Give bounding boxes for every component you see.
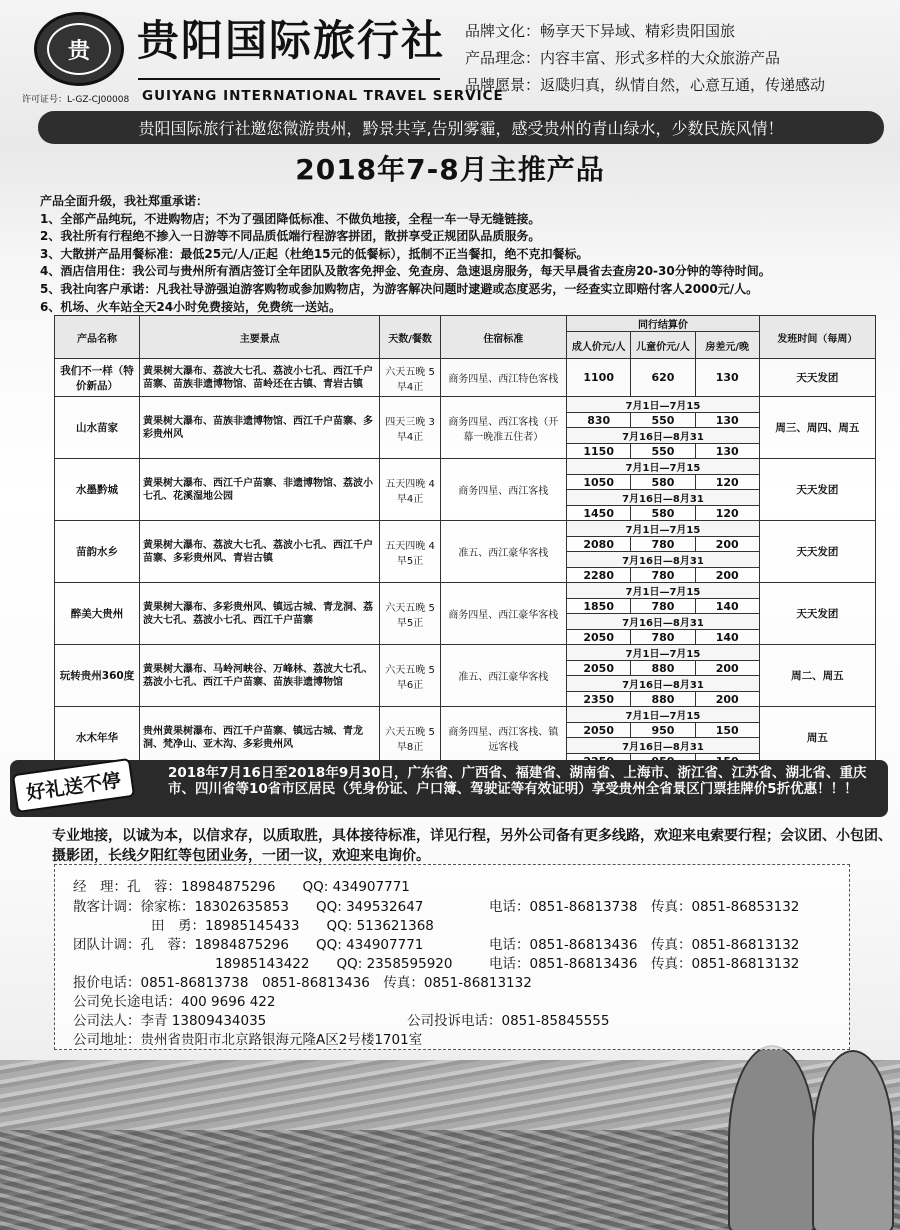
contact-complaint: 公司投诉电话：0851-85845555 (407, 1013, 610, 1029)
contact-scatter-1: 散客计调：徐家栋：18302635853 QQ: 349532647 (73, 899, 424, 915)
promise-item: 1、全部产品纯玩，不进购物店；不为了强团降低标准、不做负地接，全程一车一导无缝链接。 (40, 211, 541, 226)
price-period: 7月1日—7月15 (567, 459, 760, 475)
adult-price: 2050 (567, 723, 631, 738)
brand-name-en: GUIYANG INTERNATIONAL TRAVEL SERVICE (142, 88, 504, 104)
service-statement: 专业地接，以诚为本，以信求存，以质取胜，具体接待标准，详见行程，另外公司备有更多线路，欢迎来电索要行程；会议团、小包团、摄影团，长线夕阳红等包团业务，一团一议，欢迎来电询价。 (52, 828, 892, 864)
child-price: 550 (631, 413, 695, 428)
room-diff: 200 (695, 661, 759, 676)
col-header-depart: 发班时间（每周） (759, 316, 875, 359)
contact-scatter-2: 田 勇：18985145433 QQ: 513621368 (151, 918, 434, 934)
table-row (55, 521, 876, 537)
room-diff: 150 (695, 723, 759, 738)
price-period: 7月1日—7月15 (567, 521, 760, 537)
child-price: 880 (631, 692, 695, 707)
col-header-features: 主要景点 (140, 316, 380, 359)
child-price: 580 (631, 506, 695, 521)
col-header-price-group: 同行结算价 (567, 316, 760, 332)
brand-name-cn: 贵阳国际旅行社 (137, 16, 446, 65)
col-header-child: 儿童价元/人 (631, 332, 695, 359)
logo-emblem: 贵 (47, 23, 111, 75)
promise-item: 4、酒店信用住：我公司与贵州所有酒店签订全年团队及散客免押金、免查房、急速退房服务，每天早晨省去查房20-30分钟的等待时间。 (40, 264, 771, 279)
company-logo (34, 12, 124, 86)
price-period: 7月1日—7月15 (567, 397, 760, 413)
product-hotel: 商务四星、西江客栈（开幕一晚准五住者） (440, 397, 566, 459)
adult-price: 2080 (567, 537, 631, 552)
contact-legal: 公司法人：李青 13809434035 (73, 1013, 267, 1029)
adult-price: 2350 (567, 692, 631, 707)
product-name: 水墨黔城 (55, 459, 140, 521)
adult-price: 1150 (567, 444, 631, 459)
product-days: 六天五晚 5早8正 (380, 707, 440, 769)
table-row (55, 583, 876, 599)
child-price: 780 (631, 537, 695, 552)
col-header-adult: 成人价元/人 (567, 332, 631, 359)
adult-price: 2050 (567, 630, 631, 645)
depart-schedule: 周二、周五 (759, 645, 875, 707)
contact-box (54, 864, 850, 1050)
price-period: 7月1日—7月15 (567, 707, 760, 723)
brand-mottos (465, 18, 825, 99)
contact-team-2: 18985143422 QQ: 2358595920 (215, 956, 453, 972)
room-diff: 130 (695, 444, 759, 459)
child-price: 550 (631, 444, 695, 459)
product-days: 五天四晚 4早4正 (380, 459, 440, 521)
motto-culture: 品牌文化：畅享天下异域、精彩贵阳国旅 (465, 22, 736, 40)
product-hotel: 准五、西江豪华客栈 (440, 521, 566, 583)
promo-tag: 好礼送不停 (12, 758, 135, 813)
price-period: 7月1日—7月15 (567, 645, 760, 661)
promises-intro: 产品全面升级，我社郑重承诺： (40, 194, 209, 208)
table-row (55, 459, 876, 475)
room-diff: 200 (695, 537, 759, 552)
depart-schedule: 周三、周四、周五 (759, 397, 875, 459)
contact-team-1: 团队计调：孔 蓉：18984875296 QQ: 434907771 (73, 937, 424, 953)
room-diff: 130 (695, 359, 759, 397)
product-hotel: 商务四星、西江客栈 (440, 459, 566, 521)
product-features: 黄果树大瀑布、马岭河峡谷、万峰林、荔波大七孔、荔波小七孔、西江千户苗寨、苗族非遗博物馆 (140, 645, 380, 707)
contact-team-2-tel: 电话：0851-86813436 传真：0851-86813132 (489, 956, 800, 972)
col-header-diff: 房差元/晚 (695, 332, 759, 359)
promise-item: 3、大散拼产品用餐标准：最低25元/人/正起（杜绝15元的低餐标），抵制不正当餐扣，绝不克扣餐标。 (40, 246, 589, 261)
product-hotel: 商务四星、西江客栈、镇远客栈 (440, 707, 566, 769)
miao-girl-figure-right (812, 1050, 894, 1230)
contact-toll-free: 公司免长途电话：400 9696 422 (73, 994, 276, 1010)
adult-price: 830 (567, 413, 631, 428)
product-days: 五天四晚 4早5正 (380, 521, 440, 583)
product-hotel: 准五、西江豪华客栈 (440, 645, 566, 707)
brand-divider (138, 78, 440, 80)
promises-list (40, 193, 890, 316)
promo-banner (10, 760, 888, 817)
price-period: 7月16日—8月31 (567, 738, 760, 754)
motto-vision: 品牌愿景：返瓞归真，纵情自然，心意互通，传递感动 (465, 76, 826, 94)
adult-price: 2280 (567, 568, 631, 583)
promise-item: 2、我社所有行程绝不掺入一日游等不同品质低端行程游客拼团，散拼享受正规团队品质服务。 (40, 229, 541, 244)
promise-item: 5、我社向客户承诺：凡我社导游强迫游客购物或参加购物店，为游客解决问题时逮避或态度恶劣，一经查实立即赔付客人2000元/人。 (40, 281, 759, 296)
table-row (55, 645, 876, 661)
product-hotel: 商务四星、西江豪华客栈 (440, 583, 566, 645)
depart-schedule: 天天发团 (759, 359, 875, 397)
product-name: 苗韵水乡 (55, 521, 140, 583)
child-price: 780 (631, 630, 695, 645)
contact-quote: 报价电话：0851-86813738 0851-86813436 传真：0851-86813132 (73, 975, 532, 991)
room-diff: 200 (695, 692, 759, 707)
product-features: 黄果树大瀑布、西江千户苗寨、非遗博物馆、荔波小七孔、花溪湿地公园 (140, 459, 380, 521)
invitation-banner: 贵阳国际旅行社邀您微游贵州，黔景共享,告别雾霾，感受贵州的青山绿水，少数民族风情！ (38, 111, 884, 144)
price-period: 7月16日—8月31 (567, 490, 760, 506)
child-price: 780 (631, 568, 695, 583)
product-days: 六天五晚 5早5正 (380, 583, 440, 645)
room-diff: 130 (695, 413, 759, 428)
price-period: 7月16日—8月31 (567, 428, 760, 444)
child-price: 950 (631, 723, 695, 738)
price-period: 7月1日—7月15 (567, 583, 760, 599)
price-period: 7月16日—8月31 (567, 614, 760, 630)
adult-price: 1450 (567, 506, 631, 521)
col-header-hotel: 住宿标准 (440, 316, 566, 359)
product-features: 黄果树大瀑布、荔波大七孔、荔波小七孔、西江千户苗寨、苗族非遗博物馆、苗岭还在古镇、青岩古镇 (140, 359, 380, 397)
product-name: 水木年华 (55, 707, 140, 769)
product-days: 四天三晚 3早4正 (380, 397, 440, 459)
product-features: 黄果树大瀑布、荔波大七孔、荔波小七孔、西江千户苗寨、多彩贵州风、青岩古镇 (140, 521, 380, 583)
miao-girl-figure-left (728, 1045, 816, 1230)
motto-concept: 产品理念：内容丰富、形式多样的大众旅游产品 (465, 49, 781, 67)
contact-team-1-tel: 电话：0851-86813436 传真：0851-86813132 (489, 937, 800, 953)
product-hotel: 商务四星、西江特色客栈 (440, 359, 566, 397)
promise-item: 6、机场、火车站全天24小时免费接站，免费统一送站。 (40, 299, 342, 314)
page-title: 2018年7-8月主推产品 (295, 153, 605, 186)
adult-price: 1050 (567, 475, 631, 490)
product-days: 六天五晚 5早6正 (380, 645, 440, 707)
room-diff: 120 (695, 475, 759, 490)
promo-text: 2018年7月16日至2018年9月30日，广东省、广西省、福建省、湖南省、上海市、浙江省、江苏省、湖北省、重庆市、四川省等10省市区居民（凭身份证、户口簿、驾驶证等有效证明）享受贵州全省景区门票挂牌价5折优惠！！！ (168, 765, 867, 797)
child-price: 580 (631, 475, 695, 490)
col-header-days: 天数/餐数 (380, 316, 440, 359)
table-row (55, 707, 876, 723)
price-period: 7月16日—8月31 (567, 552, 760, 568)
product-features: 黄果树大瀑布、多彩贵州风、镇远古城、青龙洞、荔波大七孔、荔波小七孔、西江千户苗寨 (140, 583, 380, 645)
license-number: 许可证号：L-GZ-CJ00008 (22, 95, 130, 105)
contact-address: 公司地址：贵州省贵阳市北京路银海元隆A区2号楼1701室 (73, 1032, 423, 1048)
product-days: 六天五晚 5早4正 (380, 359, 440, 397)
col-header-name: 产品名称 (55, 316, 140, 359)
product-features: 黄果树大瀑布、苗族非遗博物馆、西江千户苗寨、多彩贵州风 (140, 397, 380, 459)
table-header-row (55, 316, 876, 332)
child-price: 620 (631, 359, 695, 397)
depart-schedule: 周五 (759, 707, 875, 769)
adult-price: 2050 (567, 661, 631, 676)
room-diff: 140 (695, 630, 759, 645)
depart-schedule: 天天发团 (759, 459, 875, 521)
room-diff: 120 (695, 506, 759, 521)
room-diff: 200 (695, 568, 759, 583)
product-name: 山水苗家 (55, 397, 140, 459)
price-period: 7月16日—8月31 (567, 676, 760, 692)
adult-price: 1850 (567, 599, 631, 614)
table-row (55, 359, 876, 397)
adult-price: 1100 (567, 359, 631, 397)
product-name: 玩转贵州360度 (55, 645, 140, 707)
product-name: 我们不一样（特价新品） (55, 359, 140, 397)
depart-schedule: 天天发团 (759, 521, 875, 583)
product-features: 贵州黄果树瀑布、西江千户苗寨、镇远古城、青龙洞、梵净山、亚木沟、多彩贵州风 (140, 707, 380, 769)
child-price: 780 (631, 599, 695, 614)
product-table (54, 315, 876, 769)
product-name: 醉美大贵州 (55, 583, 140, 645)
contact-scatter-1-tel: 电话：0851-86813738 传真：0851-86853132 (489, 899, 800, 915)
child-price: 880 (631, 661, 695, 676)
depart-schedule: 天天发团 (759, 583, 875, 645)
room-diff: 140 (695, 599, 759, 614)
table-row (55, 397, 876, 413)
contact-manager: 经 理：孔 蓉：18984875296 QQ: 434907771 (73, 879, 410, 895)
